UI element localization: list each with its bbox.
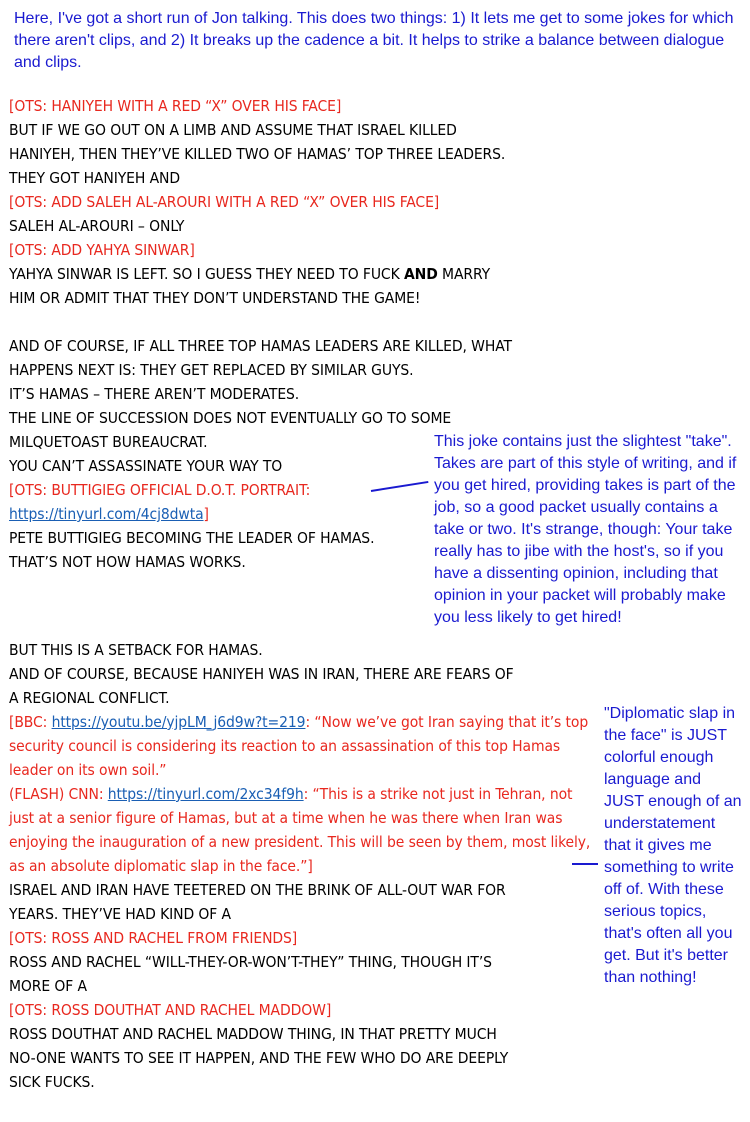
clip-quote-text: : “This is a strike not just in Tehran, not just at a senior figure of Hamas, but at a time when he was there when Iran was enjoying the inauguration of a new president. This will be seen by them, most likely, as an absolute diplomatic slap in the face.”] [9, 785, 591, 875]
script-line [9, 262, 589, 286]
script-text: YAHYA SINWAR IS LEFT. SO I GUESS THEY NEED TO FUCK [9, 265, 404, 283]
script-line: MORE OF A [9, 977, 87, 995]
script-line: AND OF COURSE, BECAUSE HANIYEH WAS IN IRAN, THERE ARE FEARS OF [9, 665, 514, 683]
script-line: ROSS DOUTHAT AND RACHEL MADDOW THING, IN THAT PRETTY MUCH [9, 1025, 497, 1043]
stage-direction: [OTS: ADD SALEH AL-AROURI WITH A RED “X” OVER HIS FACE] [9, 193, 440, 211]
script-line: HAPPENS NEXT IS: THEY GET REPLACED BY SIMILAR GUYS. [9, 361, 414, 379]
script-line: AND OF COURSE, IF ALL THREE TOP HAMAS LEADERS ARE KILLED, WHAT [9, 337, 512, 355]
clip-source-label: (FLASH) CNN: [9, 785, 108, 803]
clip-quote-text: : “Now we’ve got Iran saying that it’s top security council is considering its reaction to an assassination of this top Hamas leader on its own soil.” [9, 713, 589, 779]
stage-direction: [OTS: HANIYEH WITH A RED “X” OVER HIS FACE] [9, 97, 342, 115]
stage-direction: [OTS: BUTTIGIEG OFFICIAL D.O.T. PORTRAIT: [9, 481, 311, 499]
cnn-clip-link[interactable]: https://tinyurl.com/2xc34f9h [107, 785, 304, 803]
script-block-1 [9, 94, 589, 574]
clip-source-label: [BBC: [9, 713, 52, 731]
script-line: SICK FUCKS. [9, 1073, 95, 1091]
annotation-take-note: This joke contains just the slightest "take". Takes are part of this style of writing, and if you get hired, providing takes is part of the job, so a good packet usually contains a take or two. It's strange, though: Your take really has to jibe with the host's, so if you have a dissenting opinion, including that opinion in your packet will probably make you less likely to get hired! [434, 433, 737, 626]
script-line: SALEH AL-AROURI – ONLY [9, 217, 185, 235]
script-line: HIM OR ADMIT THAT THEY DON’T UNDERSTAND THE GAME! [9, 289, 421, 307]
bracket-close: ] [203, 505, 209, 523]
script-line: MILQUETOAST BUREAUCRAT. [9, 433, 208, 451]
script-line: BUT THIS IS A SETBACK FOR HAMAS. [9, 641, 263, 659]
script-line: THE LINE OF SUCCESSION DOES NOT EVENTUALLY GO TO SOME [9, 409, 452, 427]
script-line: THEY GOT HANIYEH AND [9, 169, 180, 187]
script-line: IT’S HAMAS – THERE AREN’T MODERATES. [9, 385, 300, 403]
stage-direction: [OTS: ADD YAHYA SINWAR] [9, 241, 195, 259]
script-line: THAT’S NOT HOW HAMAS WORKS. [9, 553, 246, 571]
script-line: ISRAEL AND IRAN HAVE TEETERED ON THE BRINK OF ALL-OUT WAR FOR [9, 881, 506, 899]
script-line: HANIYEH, THEN THEY’VE KILLED TWO OF HAMAS’ TOP THREE LEADERS. [9, 145, 506, 163]
bbc-clip-link[interactable]: https://youtu.be/yjpLM_j6d9w?t=219 [51, 713, 306, 731]
annotation-diplomatic-slap-note: "Diplomatic slap in the face" is JUST colorful enough language and JUST enough of an understatement that it gives me something to write off of. With these serious topics, that's often all you get. But it's better than nothing! [604, 705, 742, 986]
script-line: PETE BUTTIGIEG BECOMING THE LEADER OF HAMAS. [9, 529, 375, 547]
bold-emphasis: AND [403, 265, 438, 283]
stage-direction: [OTS: ROSS AND RACHEL FROM FRIENDS] [9, 929, 298, 947]
buttigieg-portrait-link[interactable]: https://tinyurl.com/4cj8dwta [9, 505, 204, 523]
cnn-clip-quote [9, 782, 599, 878]
script-block-2 [9, 638, 599, 1094]
script-line: ROSS AND RACHEL “WILL-THEY-OR-WON’T-THEY” THING, THOUGH IT’S [9, 953, 492, 971]
stage-direction: [OTS: ROSS DOUTHAT AND RACHEL MADDOW] [9, 1001, 332, 1019]
annotation-intro-note: Here, I've got a short run of Jon talking. This does two things: 1) It lets me get to some jokes for which there aren't clips, and 2) It breaks up the cadence a bit. It helps to strike a balance between dialogue and clips. [14, 10, 734, 71]
script-line: YOU CAN’T ASSASSINATE YOUR WAY TO [9, 457, 283, 475]
script-line: NO-ONE WANTS TO SEE IT HAPPEN, AND THE FEW WHO DO ARE DEEPLY [9, 1049, 509, 1067]
stage-direction-link-line [9, 502, 589, 526]
script-line: A REGIONAL CONFLICT. [9, 689, 170, 707]
script-line: BUT IF WE GO OUT ON A LIMB AND ASSUME THAT ISRAEL KILLED [9, 121, 457, 139]
bbc-clip-quote [9, 710, 599, 782]
script-text: MARRY [437, 265, 490, 283]
script-line: YEARS. THEY’VE HAD KIND OF A [9, 905, 231, 923]
